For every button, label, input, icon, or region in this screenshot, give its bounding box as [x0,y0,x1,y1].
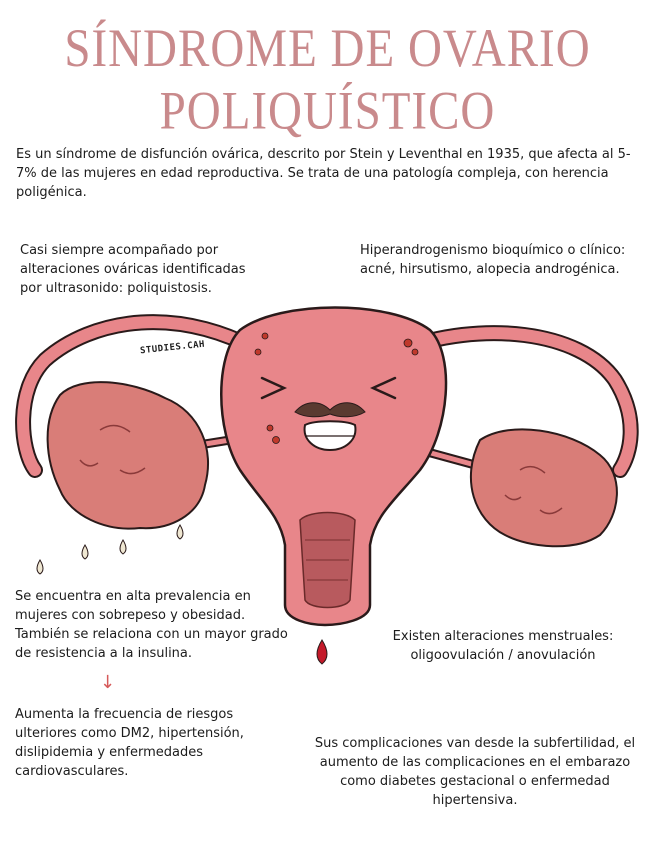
note-obesity: Se encuentra en alta prevalencia en mujeres con sobrepeso y obesidad. También se relaciona con un mayor grado de resistencia a la insulina. [15,589,288,661]
note-hyperandrogenism: Hiperandrogenismo bioquímico o clínico: acné, hirsutismo, alopecia androgénica. [360,243,626,277]
drop [120,540,126,554]
blood-drop [317,640,327,664]
drop [37,560,43,574]
page-title: SÍNDROME DE OVARIO POLIQUÍSTICO [64,19,591,141]
note-complications: Sus complicaciones van desde la subfertilidad, el aumento de las complicaciones en el embarazo como diabetes gestacional o enfermedad hipertensiva. [314,736,636,808]
right-ovary [471,429,617,546]
watermark: STUDIES.CAH [139,339,206,357]
intro-paragraph: Es un síndrome de disfunción ovárica, descrito por Stein y Leventhal en 1935, que afecta al 5-7% de las mujeres en edad reproductiva. Se trata de una patología compleja, con herencia poligénica. [16,147,631,200]
drop [177,525,183,539]
left-ovary [48,382,208,528]
note-ultrasound: Casi siempre acompañado por alteraciones ováricas identificadas por ultrasonido: poliquistosis. [20,243,246,296]
note-risks: Aumenta la frecuencia de riesgos ulteriores como DM2, hipertensión, dislipidemia y enfermedades cardiovasculares. [15,707,244,779]
down-arrow-icon: ↓ [100,672,116,693]
drop [82,545,88,559]
note-menstrual: Existen alteraciones menstruales: oligoovulación / anovulación [392,629,614,663]
